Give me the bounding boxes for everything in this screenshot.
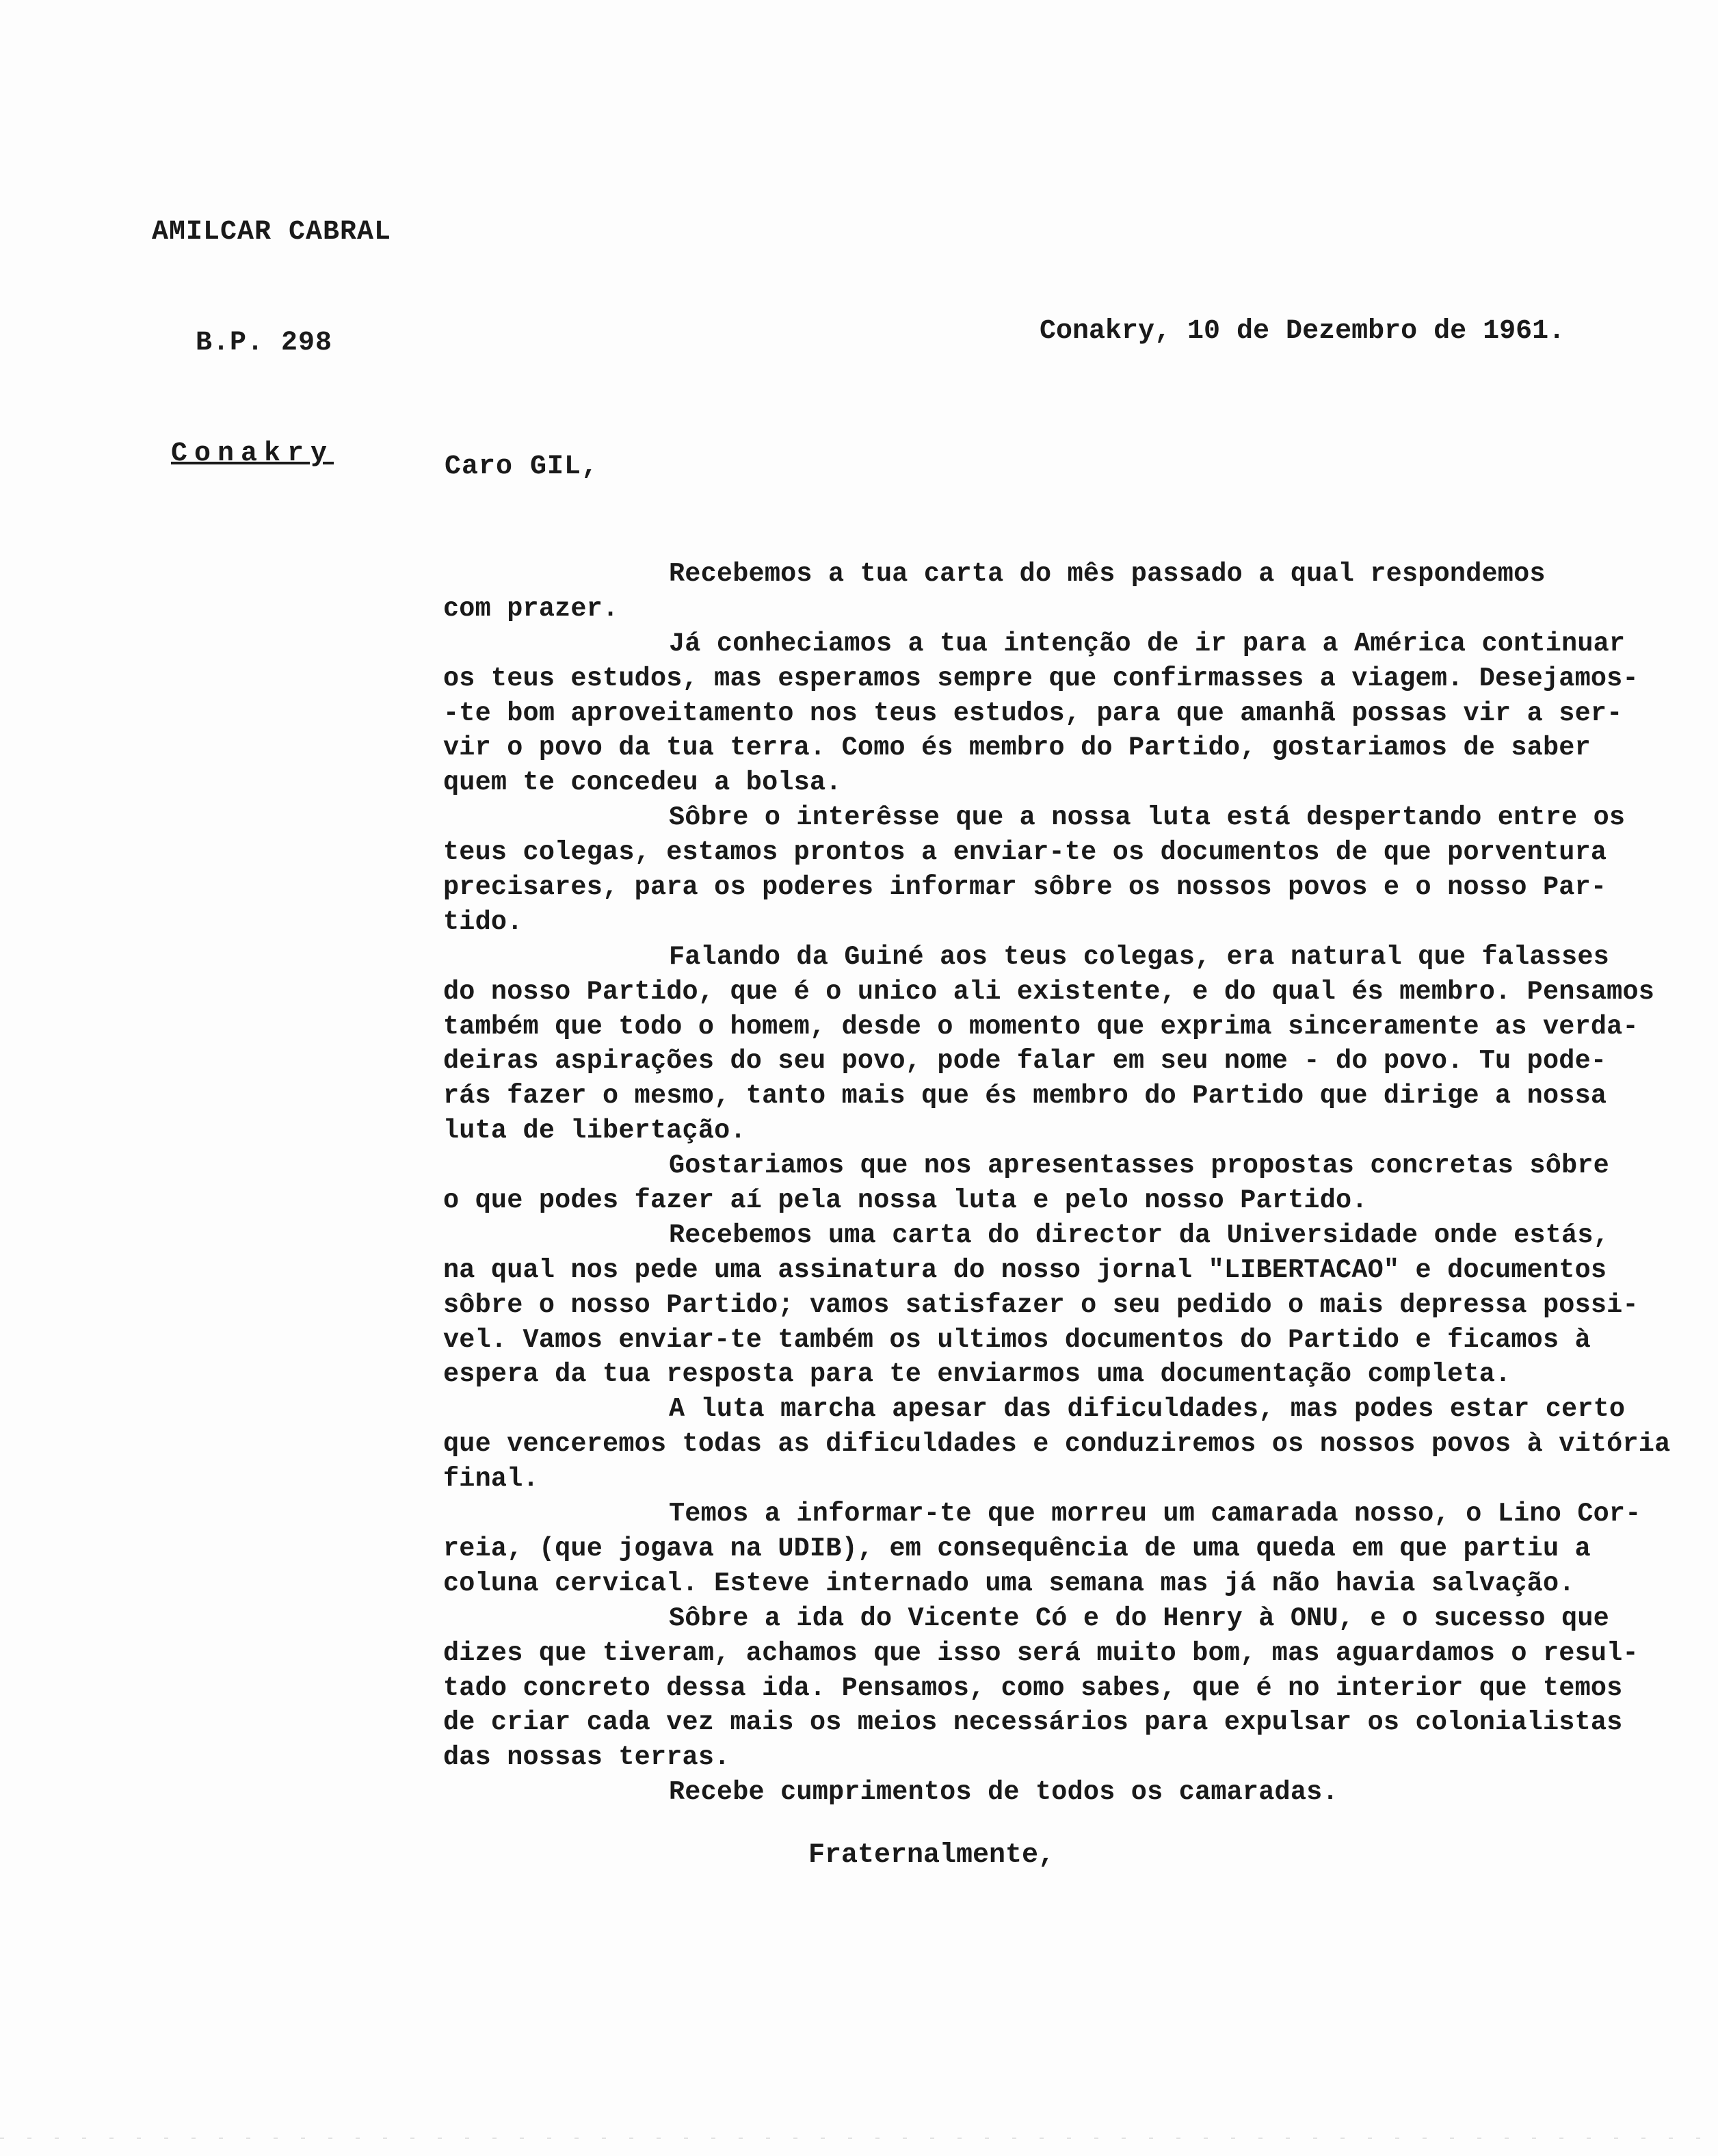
sender-block [152, 140, 391, 547]
body-line: Recebe cumprimentos de todos os camaradas. [669, 1777, 1338, 1808]
body-line: sôbre o nosso Partido; vamos satisfazer o seu pedido o mais depressa possi- [443, 1289, 1639, 1320]
salutation: Caro GIL, [445, 451, 599, 482]
body-line: final. [443, 1464, 539, 1495]
body-line: que venceremos todas as dificuldades e conduziremos os nossos povos à vitória [443, 1429, 1671, 1460]
body-line: Já conheciamos a tua intenção de ir para a América continuar [669, 628, 1626, 659]
body-line: vir o povo da tua terra. Como és membro do Partido, gostariamos de saber [443, 733, 1591, 763]
body-line: Falando da Guiné aos teus colegas, era natural que falasses [669, 941, 1609, 972]
body-line: teus colegas, estamos prontos a enviar-te os documentos de que porventura [443, 837, 1607, 868]
body-line: coluna cervical. Esteve internado uma semana mas já não havia salvação. [443, 1568, 1575, 1599]
sender-name: AMILCAR CABRAL [152, 217, 392, 248]
body-line: luta de libertação. [443, 1116, 746, 1146]
body-line: deiras aspirações do seu povo, pode falar em seu nome - do povo. Tu pode- [443, 1046, 1607, 1077]
scan-edge-noise [0, 2138, 1718, 2139]
body-line: de criar cada vez mais os meios necessários para expulsar os colonialistas [443, 1707, 1623, 1738]
body-line: do nosso Partido, que é o unico ali existente, e do qual és membro. Pensamos [443, 976, 1655, 1007]
sender-box: B.P. 298 [196, 328, 333, 358]
body-line: espera da tua resposta para te enviarmos uma documentação completa. [443, 1359, 1511, 1390]
body-line: também que todo o homem, desde o momento que exprima sinceramente as verda- [443, 1011, 1639, 1042]
body-line: -te bom aproveitamento nos teus estudos, para que amanhã possas vir a ser- [443, 698, 1623, 728]
body-line: rás fazer o mesmo, tanto mais que és membro do Partido que dirige a nossa [443, 1081, 1607, 1112]
letter-body [443, 557, 1688, 1810]
sender-city: Conakry [171, 438, 334, 469]
body-line: vel. Vamos enviar-te também os ultimos documentos do Partido e ficamos à [443, 1324, 1591, 1355]
body-line: tido. [443, 906, 523, 937]
body-line: reia, (que jogava na UDIB), em consequência de uma queda em que partiu a [443, 1533, 1591, 1564]
body-line: Sôbre a ida do Vicente Có e do Henry à ONU, e o sucesso que [669, 1603, 1609, 1633]
body-line: o que podes fazer aí pela nossa luta e pelo nosso Partido. [443, 1185, 1368, 1216]
body-line: precisares, para os poderes informar sôbre os nossos povos e o nosso Par- [443, 872, 1607, 903]
closing: Fraternalmente, [808, 1840, 1055, 1871]
body-line: os teus estudos, mas esperamos sempre que confirmasses a viagem. Desejamos- [443, 663, 1639, 694]
body-line: tado concreto dessa ida. Pensamos, como sabes, que é no interior que temos [443, 1672, 1623, 1703]
body-line: Temos a informar-te que morreu um camarada nosso, o Lino Cor- [669, 1499, 1641, 1529]
letter-date: Conakry, 10 de Dezembro de 1961. [1040, 316, 1565, 347]
body-line: Recebemos uma carta do director da Universidade onde estás, [669, 1220, 1609, 1250]
body-line: A luta marcha apesar das dificuldades, mas podes estar certo [669, 1394, 1626, 1425]
body-line: Gostariamos que nos apresentasses propostas concretas sôbre [669, 1151, 1609, 1181]
body-line: na qual nos pede uma assinatura do nosso jornal "LIBERTACAO" e documentos [443, 1254, 1607, 1285]
body-line: Recebemos a tua carta do mês passado a qual respondemos [669, 559, 1546, 589]
body-line: com prazer. [443, 593, 619, 624]
body-line: das nossas terras. [443, 1742, 730, 1773]
body-line: Sôbre o interêsse que a nossa luta está despertando entre os [669, 802, 1626, 833]
body-line: quem te concedeu a bolsa. [443, 767, 842, 798]
body-line: dizes que tiveram, achamos que isso será muito bom, mas aguardamos o resul- [443, 1638, 1639, 1668]
